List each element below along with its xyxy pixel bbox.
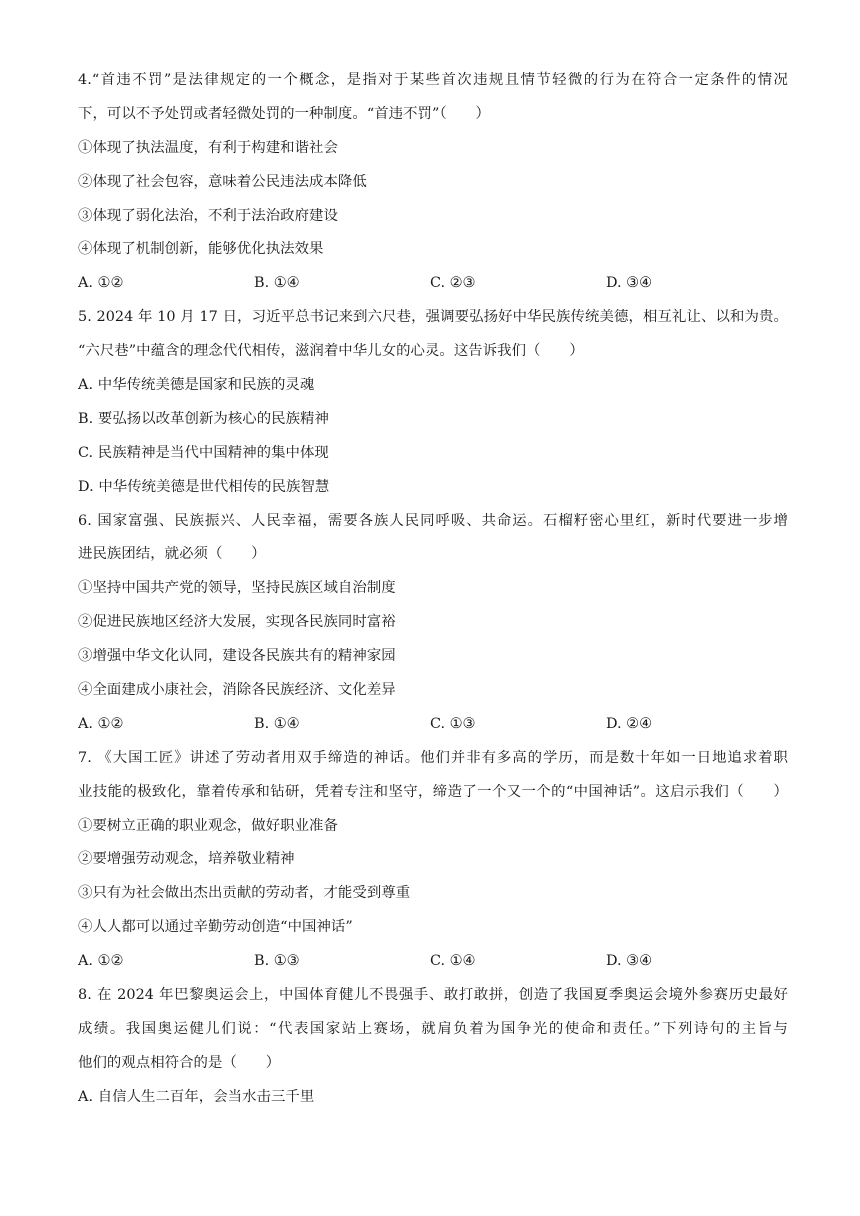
- statement-item: ①体现了执法温度，有利于构建和谐社会: [78, 139, 338, 156]
- question-4: [78, 70, 788, 293]
- question-stem-line: 5. 2024 年 10 月 17 日，习近平总书记来到六尺巷，强调要弘扬好中华民族传统美德，相互礼让、以和为贵。: [78, 309, 788, 326]
- option-d[interactable]: D. ②④: [606, 715, 652, 732]
- statement-item: ③只有为社会做出杰出贡献的劳动者，才能受到尊重: [78, 885, 411, 902]
- option-c[interactable]: C. ②③: [430, 275, 476, 292]
- question-stem-line: 7. 《大国工匠》讲述了劳动者用双手缔造的神话。他们并非有多高的学历，而是数十年如一日地追求着职: [78, 749, 788, 766]
- exam-page: [78, 70, 788, 1121]
- question-stem-line: 他们的观点相符合的是（ ）: [78, 1054, 281, 1071]
- option-c[interactable]: C. ①④: [430, 953, 476, 970]
- option-b[interactable]: B. ①③: [254, 953, 300, 970]
- question-stem-line: 4.“首违不罚”是法律规定的一个概念，是指对于某些首次违规且情节轻微的行为在符合一定条件的情况: [78, 72, 788, 88]
- option-c[interactable]: C. 民族精神是当代中国精神的集中体现: [78, 444, 329, 461]
- question-7: [78, 748, 788, 971]
- statement-item: ①要树立正确的职业观念，做好职业准备: [78, 817, 338, 834]
- option-a[interactable]: A. ①②: [78, 715, 124, 732]
- statement-item: ②要增强劳动观念，培养敬业精神: [78, 851, 295, 868]
- option-d[interactable]: D. ③④: [606, 275, 652, 292]
- question-stem-line: 8. 在 2024 年巴黎奥运会上，中国体育健儿不畏强手、敢打敢拼，创造了我国夏季奥运会境外参赛历史最好: [78, 987, 788, 1004]
- option-a[interactable]: A. 自信人生二百年，会当水击三千里: [78, 1088, 315, 1105]
- option-b[interactable]: B. ①④: [254, 275, 300, 292]
- option-d[interactable]: D. ③④: [606, 953, 652, 970]
- statement-item: ①坚持中国共产党的领导，坚持民族区域自治制度: [78, 580, 396, 597]
- question-stem-line: 业技能的极致化，靠着传承和钻研，凭着专注和坚守，缔造了一个又一个的“中国神话”。这启示我们（ ）: [78, 783, 788, 800]
- answer-options: [78, 714, 788, 734]
- option-b[interactable]: B. ①④: [254, 715, 300, 732]
- question-6: [78, 511, 788, 734]
- option-a[interactable]: A. ①②: [78, 275, 124, 292]
- question-8: [78, 985, 788, 1107]
- question-stem-line: 6. 国家富强、民族振兴、人民幸福，需要各族人民同呼吸、共命运。石榴籽密心里红，新时代要进一步增: [78, 512, 788, 529]
- statement-item: ②促进民族地区经济大发展，实现各民族同时富裕: [78, 614, 396, 631]
- question-5: [78, 307, 788, 496]
- answer-options: [78, 273, 788, 293]
- question-stem-line: 下，可以不予处罚或者轻微处罚的一种制度。“首违不罚”（ ）: [78, 105, 490, 122]
- option-b[interactable]: B. 要弘扬以改革创新为核心的民族精神: [78, 410, 329, 427]
- option-a[interactable]: A. 中华传统美德是国家和民族的灵魂: [78, 377, 315, 394]
- question-stem-line: 进民族团结，就必须（ ）: [78, 546, 266, 563]
- answer-options: [78, 951, 788, 971]
- statement-item: ④体现了机制创新，能够优化执法效果: [78, 241, 324, 258]
- option-a[interactable]: A. ①②: [78, 953, 124, 970]
- statement-item: ②体现了社会包容，意味着公民违法成本降低: [78, 173, 367, 190]
- question-stem-line: “六尺巷”中蕴含的理念代代相传，滋润着中华儿女的心灵。这告诉我们（ ）: [78, 343, 584, 360]
- statement-item: ④人人都可以通过辛勤劳动创造“中国神话”: [78, 919, 353, 936]
- option-c[interactable]: C. ①③: [430, 715, 476, 732]
- question-stem-line: 成绩。我国奥运健儿们说：“代表国家站上赛场，就肩负着为国争光的使命和责任。”下列诗句的主旨与: [78, 1020, 788, 1037]
- option-d[interactable]: D. 中华传统美德是世代相传的民族智慧: [78, 478, 330, 495]
- statement-item: ④全面建成小康社会，消除各民族经济、文化差异: [78, 682, 396, 699]
- statement-item: ③增强中华文化认同，建设各民族共有的精神家园: [78, 648, 396, 665]
- statement-item: ③体现了弱化法治，不利于法治政府建设: [78, 207, 338, 224]
